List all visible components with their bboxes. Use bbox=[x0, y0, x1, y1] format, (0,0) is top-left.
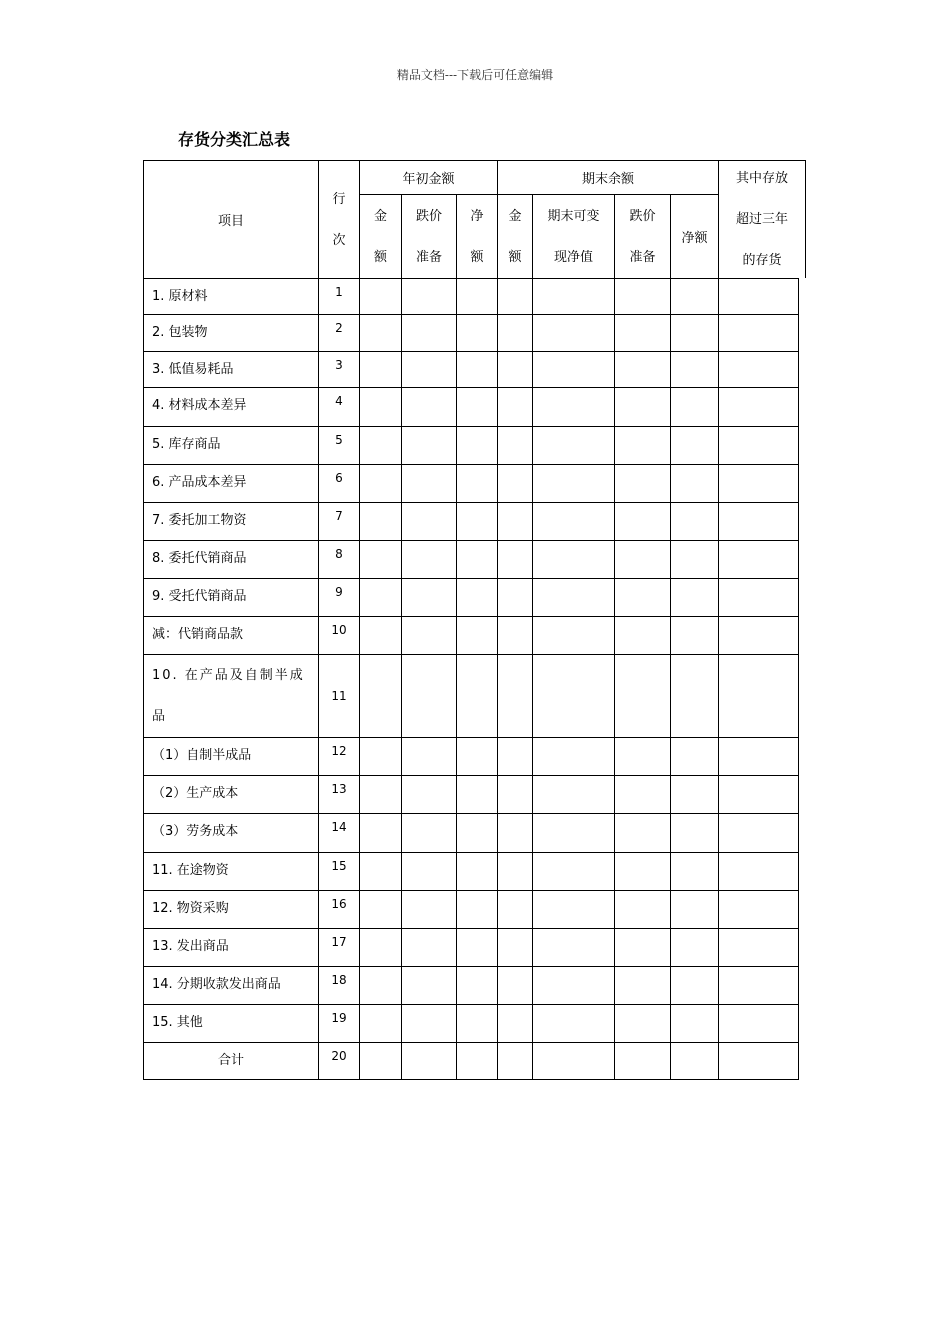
table-row bbox=[144, 967, 799, 1005]
table-row bbox=[144, 279, 799, 315]
row-item: 6. 产品成本差异 bbox=[144, 465, 319, 503]
row-item: 12. 物资采购 bbox=[144, 891, 319, 929]
row-item: （3）劳务成本 bbox=[144, 814, 319, 853]
row-line-no: 14 bbox=[319, 814, 360, 853]
table-row bbox=[144, 738, 799, 776]
header-net-realizable-value: 期末可变 现净值 bbox=[533, 195, 615, 279]
table-row bbox=[144, 352, 799, 388]
table-row bbox=[144, 655, 799, 738]
row-line-no: 11 bbox=[319, 655, 360, 738]
row-item: 15. 其他 bbox=[144, 1005, 319, 1043]
header-amount-2: 金 额 bbox=[498, 195, 533, 279]
row-item: 8. 委托代销商品 bbox=[144, 541, 319, 579]
row-line-no: 6 bbox=[319, 465, 360, 503]
row-line-no: 10 bbox=[319, 617, 360, 655]
table-row bbox=[144, 315, 799, 352]
header-net-2: 净额 bbox=[671, 195, 719, 279]
inventory-summary-table bbox=[143, 160, 799, 1080]
watermark-text: 精品文档---下载后可任意编辑 bbox=[396, 68, 554, 82]
row-item: （2）生产成本 bbox=[144, 776, 319, 814]
header-line-no: 行 次 bbox=[319, 161, 360, 279]
row-item: 5. 库存商品 bbox=[144, 427, 319, 465]
row-line-no: 1 bbox=[319, 279, 360, 315]
table-row bbox=[144, 814, 799, 853]
row-line-no: 19 bbox=[319, 1005, 360, 1043]
table-row bbox=[144, 503, 799, 541]
table-row bbox=[144, 1005, 799, 1043]
header-amount: 金 额 bbox=[360, 195, 402, 279]
row-line-no: 13 bbox=[319, 776, 360, 814]
row-line-no: 3 bbox=[319, 352, 360, 388]
header-impairment-2: 跌价 准备 bbox=[615, 195, 671, 279]
row-line-no: 7 bbox=[319, 503, 360, 541]
row-line-no: 15 bbox=[319, 853, 360, 891]
row-item: 9. 受托代销商品 bbox=[144, 579, 319, 617]
row-line-no: 12 bbox=[319, 738, 360, 776]
row-line-no: 18 bbox=[319, 967, 360, 1005]
table-row bbox=[144, 579, 799, 617]
row-item: 减：代销商品款 bbox=[144, 617, 319, 655]
table-row bbox=[144, 388, 799, 427]
header-item: 项目 bbox=[144, 161, 319, 279]
page-title: 存货分类汇总表 bbox=[178, 130, 291, 149]
row-item: 2. 包装物 bbox=[144, 315, 319, 352]
row-item: 14. 分期收款发出商品 bbox=[144, 967, 319, 1005]
row-line-no: 4 bbox=[319, 388, 360, 427]
row-item: 1. 原材料 bbox=[144, 279, 319, 315]
header-opening-amount: 年初金额 bbox=[360, 161, 498, 195]
row-item-total: 合计 bbox=[144, 1043, 319, 1080]
row-item: 3. 低值易耗品 bbox=[144, 352, 319, 388]
header-net: 净 额 bbox=[457, 195, 498, 279]
table-row bbox=[144, 541, 799, 579]
row-item: 13. 发出商品 bbox=[144, 929, 319, 967]
table-row bbox=[144, 465, 799, 503]
table-row bbox=[144, 617, 799, 655]
row-item: 7. 委托加工物资 bbox=[144, 503, 319, 541]
header-closing-balance: 期末余额 bbox=[498, 161, 719, 195]
row-line-no: 5 bbox=[319, 427, 360, 465]
row-item: （1）自制半成品 bbox=[144, 738, 319, 776]
header-row-1 bbox=[144, 161, 799, 195]
table-row bbox=[144, 929, 799, 967]
row-line-no: 17 bbox=[319, 929, 360, 967]
row-item: 10. 在产品及自制半成品 bbox=[144, 655, 319, 738]
table-row bbox=[144, 891, 799, 929]
row-line-no: 20 bbox=[319, 1043, 360, 1080]
header-impairment: 跌价 准备 bbox=[402, 195, 457, 279]
row-item: 11. 在途物资 bbox=[144, 853, 319, 891]
row-line-no: 16 bbox=[319, 891, 360, 929]
table-row bbox=[144, 776, 799, 814]
header-over-three-years: 其中存放 超过三年 的存货 bbox=[719, 161, 799, 279]
table-row bbox=[144, 1043, 799, 1080]
row-line-no: 9 bbox=[319, 579, 360, 617]
table-row bbox=[144, 427, 799, 465]
row-line-no: 8 bbox=[319, 541, 360, 579]
table-row bbox=[144, 853, 799, 891]
row-line-no: 2 bbox=[319, 315, 360, 352]
row-item: 4. 材料成本差异 bbox=[144, 388, 319, 427]
